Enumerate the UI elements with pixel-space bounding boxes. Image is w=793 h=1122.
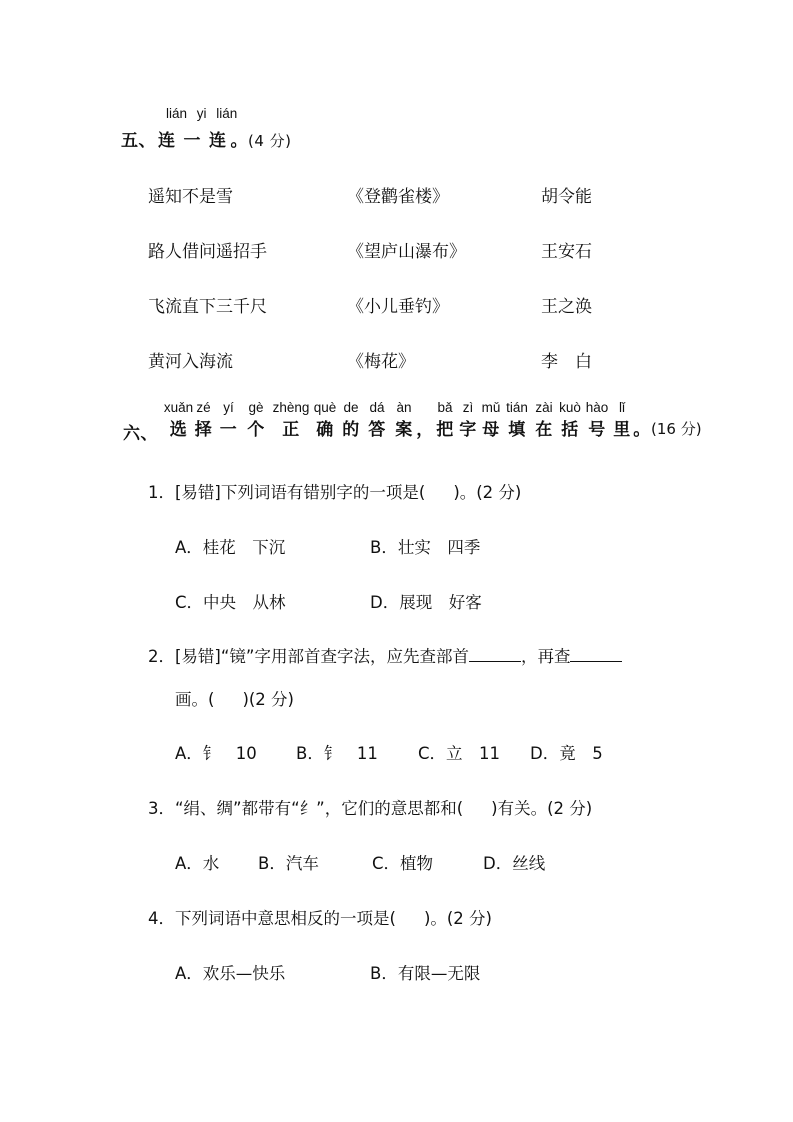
- question-text: )有关。(2 分): [491, 799, 593, 818]
- question-text: 4．下列词语中意思相反的一项是(: [148, 909, 396, 928]
- ruby-word: [191, 400, 216, 440]
- pinyin: xuǎn: [163, 400, 194, 415]
- ruby-word: [479, 400, 503, 440]
- pinyin: zé: [196, 400, 211, 415]
- heading-char: 择: [194, 420, 213, 440]
- pinyin: àn: [396, 400, 412, 415]
- match-right-item: 李 白: [541, 352, 592, 372]
- ruby-word: [417, 415, 433, 440]
- heading-char: 个: [247, 420, 265, 440]
- option-d: D．竟 5: [530, 744, 603, 763]
- option-b: B．有限—无限: [370, 964, 481, 983]
- ruby-word: [457, 400, 479, 440]
- match-left-item: 飞流直下三千尺: [148, 297, 267, 317]
- ruby-word: [163, 400, 194, 440]
- heading-char: 里: [613, 420, 631, 440]
- option-b: B．壮实 四季: [370, 538, 481, 557]
- pinyin: què: [313, 400, 337, 415]
- match-right-item: 王安石: [541, 242, 592, 262]
- question-text: )(2 分): [242, 690, 294, 709]
- question-text: )。(2 分): [453, 483, 522, 502]
- pinyin: kuò: [559, 400, 581, 415]
- ruby-word: [363, 400, 391, 440]
- heading-char: 把: [436, 420, 454, 440]
- section5-heading: [121, 126, 292, 151]
- section6-heading-words: [163, 400, 702, 440]
- ruby-word: [503, 400, 531, 440]
- question-2-cont: [175, 686, 294, 710]
- question-text: 2．[易错]“镜”字用部首查字法，应先查部首: [148, 647, 469, 666]
- pinyin: bǎ: [437, 400, 453, 415]
- match-middle-item: 《登鹳雀楼》: [347, 187, 449, 207]
- heading-period: 。: [633, 420, 651, 440]
- heading-char: 填: [508, 420, 526, 440]
- ruby-word: [391, 400, 417, 440]
- heading-char: 的: [342, 420, 360, 440]
- pinyin: hào: [585, 400, 609, 415]
- pinyin: lián: [216, 106, 238, 121]
- option-c: C．中央 从林: [175, 593, 286, 612]
- heading-char: 号: [588, 420, 606, 440]
- ruby-word: [311, 400, 339, 440]
- heading-char: 连: [209, 131, 227, 151]
- question-2: [148, 643, 622, 667]
- heading-char: 一: [219, 420, 238, 440]
- heading-comma: ，: [416, 420, 434, 440]
- pinyin: lián: [166, 106, 188, 121]
- fill-blank[interactable]: [469, 645, 521, 662]
- ruby-word: [433, 400, 457, 440]
- heading-char: 案: [395, 420, 413, 440]
- match-middle-item: 《望庐山瀑布》: [347, 242, 466, 262]
- heading-period: 。: [230, 131, 248, 151]
- question-3: [148, 795, 592, 819]
- question-text: 画。(: [175, 690, 215, 709]
- option-c: C．植物: [372, 854, 434, 873]
- option-a: A．水: [175, 854, 220, 873]
- match-left-item: 遥知不是雪: [148, 187, 233, 207]
- match-right-item: 胡令能: [541, 187, 592, 207]
- heading-char: 连: [158, 131, 176, 151]
- heading-char: 在: [535, 420, 553, 440]
- ruby-word: [583, 400, 611, 440]
- option-b: B．汽车: [258, 854, 319, 873]
- option-a: A．钅 10: [175, 744, 257, 763]
- pinyin: tián: [506, 400, 528, 415]
- ruby-word: [557, 400, 583, 440]
- option-b: B．钅 11: [296, 744, 378, 763]
- question-text: )。(2 分): [423, 909, 492, 928]
- option-a: A．欢乐—快乐: [175, 964, 286, 983]
- heading-char: 母: [482, 420, 500, 440]
- option-d: D．展现 好客: [370, 593, 482, 612]
- match-middle-item: 《小儿垂钓》: [347, 297, 449, 317]
- option-d: D．丝线: [483, 854, 546, 873]
- section5-pinyin: [166, 106, 237, 121]
- match-left-item: 路人借问遥招手: [148, 242, 267, 262]
- heading-char: 选: [169, 420, 188, 440]
- pinyin: zì: [462, 400, 474, 415]
- ruby-word: [611, 400, 633, 440]
- pinyin: dá: [369, 400, 385, 415]
- section-score: (4 分): [248, 132, 292, 150]
- pinyin: zhèng: [272, 400, 310, 415]
- fill-blank[interactable]: [570, 645, 622, 662]
- match-left-item: 黄河入海流: [148, 352, 233, 372]
- pinyin: de: [343, 400, 359, 415]
- pinyin: mǔ: [481, 400, 501, 415]
- heading-char: 括: [561, 420, 579, 440]
- question-1: [148, 479, 521, 503]
- ruby-word: [531, 400, 557, 440]
- pinyin: yí: [223, 400, 234, 415]
- section6-number: 六、: [123, 424, 158, 444]
- option-c: C．立 11: [418, 744, 501, 763]
- pinyin: zài: [535, 400, 553, 415]
- section-score: (16 分): [651, 420, 702, 438]
- ruby-word: [633, 415, 651, 440]
- pinyin: lǐ: [619, 400, 625, 415]
- heading-char: 正: [282, 420, 300, 440]
- pinyin: gè: [248, 400, 264, 415]
- question-text: 1．[易错]下列词语有错别字的一项是(: [148, 483, 426, 502]
- match-middle-item: 《梅花》: [347, 352, 415, 372]
- match-right-item: 王之涣: [541, 297, 592, 317]
- ruby-word: [271, 400, 311, 440]
- heading-char: 答: [368, 420, 386, 440]
- option-a: A．桂花 下沉: [175, 538, 286, 557]
- ruby-word: [216, 400, 241, 440]
- question-text: ，再查: [520, 647, 571, 666]
- heading-char: 确: [316, 420, 334, 440]
- heading-char: 字: [459, 420, 477, 440]
- pinyin: yi: [196, 106, 207, 121]
- ruby-word: [339, 400, 363, 440]
- section-number: 五、: [121, 131, 156, 151]
- question-4: [148, 905, 492, 929]
- heading-char: 一: [183, 131, 201, 151]
- ruby-word: [241, 400, 271, 440]
- question-text: 3．“绢、绸”都带有“纟”，它们的意思都和(: [148, 799, 464, 818]
